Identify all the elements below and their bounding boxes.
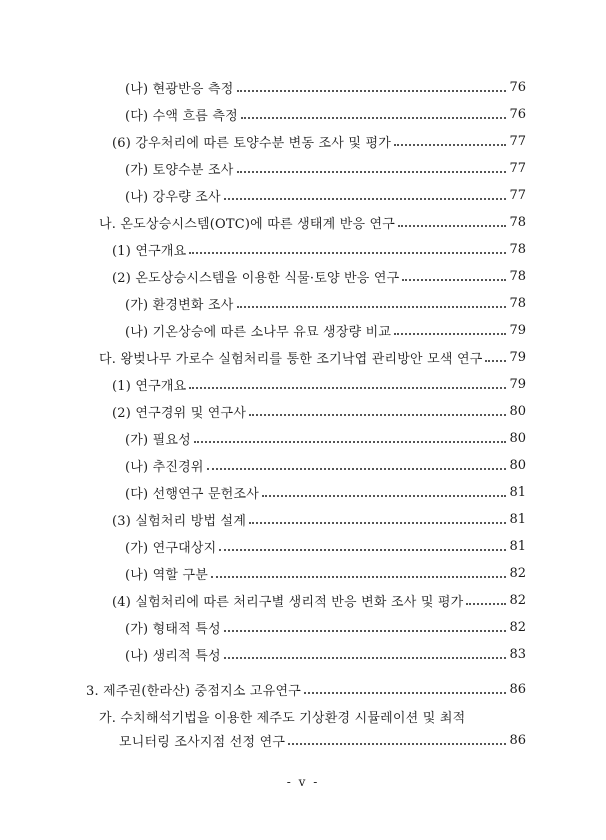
page-number: - v - [286, 775, 320, 789]
toc-entry-label: (나) 현광반응 측정 [125, 81, 234, 97]
toc-entry-label: (가) 환경변화 조사 [125, 297, 234, 313]
toc-entry-page: 82 [509, 565, 526, 581]
toc-entry-page: 78 [509, 268, 526, 284]
toc-entry[interactable] [99, 346, 526, 368]
toc-entry-page: 77 [509, 133, 526, 149]
toc-entry-page: 82 [509, 619, 526, 635]
toc-entry[interactable] [125, 454, 526, 476]
toc-entry-label: (나) 생리적 특성 [125, 648, 221, 664]
toc-entry-label: (나) 기온상승에 따른 소나무 유묘 생장량 비교 [125, 324, 392, 340]
toc-entry-page: 80 [509, 430, 526, 446]
toc-entry-label: (가) 필요성 [125, 432, 191, 448]
toc-entry-label: (2) 온도상승시스템을 이용한 식물·토양 반응 연구 [112, 270, 400, 286]
toc-entry-page: 83 [509, 646, 526, 662]
toc-entry-label: (가) 연구대상지 [125, 540, 217, 556]
toc-entry-page: 79 [509, 376, 526, 392]
toc-entry[interactable] [125, 616, 526, 638]
toc-entry-label: (나) 강우량 조사 [125, 189, 221, 205]
dot-leader [224, 197, 507, 200]
dot-leader [224, 656, 507, 659]
toc-entry[interactable] [112, 508, 526, 530]
toc-entry[interactable] [125, 535, 526, 557]
toc-entry-page: 77 [509, 160, 526, 176]
dot-leader [207, 467, 507, 470]
toc-entry-page: 81 [509, 511, 526, 527]
toc-entry-page: 76 [509, 79, 526, 95]
dot-leader [398, 224, 506, 227]
toc-entry[interactable] [125, 76, 526, 98]
dot-leader [394, 332, 506, 335]
toc-entry-label: (3) 실험처리 방법 설계 [112, 513, 247, 529]
toc-entry[interactable] [125, 319, 526, 341]
toc-entry[interactable] [99, 211, 526, 233]
dot-leader [262, 494, 506, 497]
toc-entry-page: 81 [509, 484, 526, 500]
toc-entry[interactable] [125, 481, 526, 503]
toc-entry-page: 81 [509, 538, 526, 554]
toc-entry-label: 다. 왕벚나무 가로수 실험처리를 통한 조기낙엽 관리방안 모색 연구 [99, 351, 483, 367]
toc-entry-label: 가. 수치해석기법을 이용한 제주도 기상환경 시뮬레이션 및 최적 [99, 710, 466, 726]
toc-entry-page: 78 [509, 214, 526, 230]
toc-entry-page: 76 [509, 106, 526, 122]
dot-leader [189, 386, 506, 389]
toc-entry-label: (1) 연구개요 [112, 243, 187, 259]
toc-entry-label: (다) 선행연구 문헌조사 [125, 486, 260, 502]
dot-leader [249, 521, 506, 524]
toc-entry-label: 나. 온도상승시스템(OTC)에 따른 생태계 반응 연구 [99, 216, 396, 232]
dot-leader [249, 413, 506, 416]
toc-entry-page: 79 [509, 349, 526, 365]
toc-entry-label: 3. 제주권(한라산) 중점지소 고유연구 [86, 683, 301, 699]
toc-entry[interactable] [112, 130, 526, 152]
toc-entry[interactable] [119, 729, 526, 751]
toc-entry-page: 79 [509, 322, 526, 338]
dot-leader [485, 359, 506, 362]
dot-leader [189, 251, 506, 254]
dot-leader [241, 116, 507, 119]
dot-leader [466, 602, 506, 605]
dot-leader [237, 170, 507, 173]
toc-entry-label: (6) 강우처리에 따른 토양수분 변동 조사 및 평가 [112, 135, 391, 151]
dot-leader [194, 440, 507, 443]
toc-entry-label: (2) 연구경위 및 연구사 [112, 405, 247, 421]
toc-entry[interactable] [112, 238, 526, 260]
toc-entry[interactable] [112, 400, 526, 422]
toc-entry[interactable] [112, 373, 526, 395]
dot-leader [237, 89, 507, 92]
toc-entry[interactable] [125, 643, 526, 665]
toc-entry-label: (4) 실험처리에 따른 처리구별 생리적 반응 변화 조사 및 평가 [112, 594, 464, 610]
toc-entry-page: 86 [509, 681, 526, 697]
toc-entry-label: (가) 토양수분 조사 [125, 162, 234, 178]
dot-leader [224, 629, 507, 632]
toc-entry[interactable] [125, 427, 526, 449]
toc-entry-label: (1) 연구개요 [112, 378, 187, 394]
dot-leader [304, 691, 506, 694]
dot-leader [219, 548, 506, 551]
toc-entry-label: (다) 수액 흐름 측정 [125, 108, 238, 124]
toc-entry[interactable] [125, 562, 526, 584]
toc-entry-label: (가) 형태적 특성 [125, 621, 221, 637]
toc-entry-label: (나) 역할 구분 [125, 567, 208, 583]
toc-entry[interactable] [112, 265, 526, 287]
toc-entry-page: 78 [509, 295, 526, 311]
toc-entry-label: 모니터링 조사지점 선정 연구 [119, 734, 286, 750]
toc-entry-page: 77 [509, 187, 526, 203]
toc-entry[interactable] [112, 589, 526, 611]
dot-leader [288, 742, 506, 745]
toc-entry-page: 80 [509, 457, 526, 473]
dot-leader [402, 278, 506, 281]
dot-leader [211, 575, 506, 578]
dot-leader [394, 143, 506, 146]
toc-entry[interactable] [125, 184, 526, 206]
toc-entry-first-line[interactable] [99, 705, 465, 727]
toc-entry-page: 82 [509, 592, 526, 608]
toc-entry-page: 80 [509, 403, 526, 419]
toc-entry[interactable] [125, 103, 526, 125]
toc-entry-label: (나) 추진경위 [125, 459, 204, 475]
dot-leader [237, 305, 507, 308]
toc-entry-page: 78 [509, 241, 526, 257]
toc-entry-page: 86 [509, 732, 526, 748]
toc-entry[interactable] [125, 292, 526, 314]
toc-entry[interactable] [86, 678, 526, 700]
toc-entry[interactable] [125, 157, 526, 179]
